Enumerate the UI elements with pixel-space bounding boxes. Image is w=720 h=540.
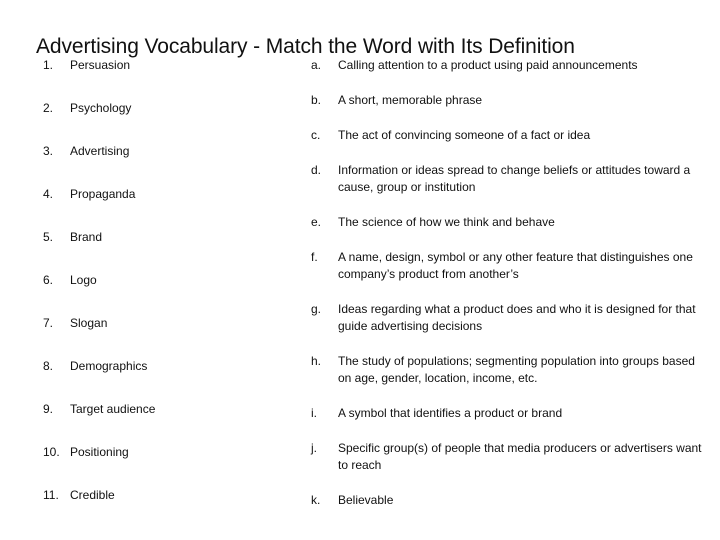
- definition-letter: b.: [311, 93, 322, 107]
- word-number: 4.: [43, 187, 54, 201]
- definition-item: [311, 57, 711, 74]
- definition-text: A short, memorable phrase: [338, 93, 483, 107]
- definition-letter: a.: [311, 58, 322, 72]
- word-item: [43, 100, 293, 143]
- definition-item: [311, 440, 711, 474]
- word-text: Brand: [70, 230, 103, 244]
- definition-text: A symbol that identifies a product or brand: [338, 406, 563, 420]
- definition-item: [311, 405, 711, 422]
- definition-letter: k.: [311, 493, 321, 507]
- word-item: [43, 358, 293, 401]
- definition-item: [311, 353, 711, 387]
- word-number: 6.: [43, 273, 54, 287]
- word-number: 1.: [43, 58, 54, 72]
- word-number: 2.: [43, 101, 54, 115]
- definition-letter: j.: [311, 441, 317, 455]
- definition-text: The study of populations; segmenting population into groups based on age, gender, location, income, etc.: [338, 354, 695, 385]
- definition-letter: e.: [311, 215, 322, 229]
- definition-letter: h.: [311, 354, 322, 368]
- word-text: Propaganda: [70, 187, 136, 201]
- definition-text: Calling attention to a product using paid announcements: [338, 58, 638, 72]
- word-item: [43, 487, 293, 530]
- word-number: 5.: [43, 230, 54, 244]
- word-item: [43, 229, 293, 272]
- word-text: Target audience: [70, 402, 156, 416]
- definition-text: Information or ideas spread to change beliefs or attitudes toward a cause, group or institution: [338, 163, 691, 194]
- word-item: [43, 57, 293, 100]
- definition-letter: g.: [311, 302, 322, 316]
- definition-text: Specific group(s) of people that media producers or advertisers want to reach: [338, 441, 702, 472]
- word-number: 11.: [43, 488, 59, 502]
- word-item: [43, 186, 293, 229]
- definition-list: [311, 57, 711, 527]
- definition-letter: f.: [311, 250, 318, 264]
- word-item: [43, 272, 293, 315]
- page-title: Advertising Vocabulary - Match the Word with Its Definition: [36, 35, 575, 59]
- definition-text: Ideas regarding what a product does and who it is designed for that guide advertising decisions: [338, 302, 696, 333]
- word-text: Positioning: [70, 445, 129, 459]
- definition-text: The science of how we think and behave: [338, 215, 555, 229]
- word-text: Psychology: [70, 101, 132, 115]
- word-text: Persuasion: [70, 58, 131, 72]
- word-number: 3.: [43, 144, 54, 158]
- word-number: 9.: [43, 402, 54, 416]
- definition-item: [311, 301, 711, 335]
- word-list: [43, 57, 293, 530]
- word-number: 10.: [43, 445, 60, 459]
- word-number: 7.: [43, 316, 54, 330]
- word-item: [43, 143, 293, 186]
- word-text: Credible: [70, 488, 115, 502]
- definition-item: [311, 127, 711, 144]
- definition-text: Believable: [338, 493, 394, 507]
- word-item: [43, 444, 293, 487]
- word-item: [43, 401, 293, 444]
- definition-letter: i.: [311, 406, 317, 420]
- word-text: Logo: [70, 273, 97, 287]
- word-text: Advertising: [70, 144, 130, 158]
- definition-letter: d.: [311, 163, 322, 177]
- definition-text: The act of convincing someone of a fact or idea: [338, 128, 591, 142]
- word-item: [43, 315, 293, 358]
- word-text: Demographics: [70, 359, 148, 373]
- definition-item: [311, 162, 711, 196]
- definition-item: [311, 214, 711, 231]
- word-text: Slogan: [70, 316, 108, 330]
- definition-item: [311, 492, 711, 509]
- definition-letter: c.: [311, 128, 321, 142]
- definition-item: [311, 92, 711, 109]
- definition-item: [311, 249, 711, 283]
- definition-text: A name, design, symbol or any other feature that distinguishes one company’s product from another’s: [338, 250, 693, 281]
- word-number: 8.: [43, 359, 54, 373]
